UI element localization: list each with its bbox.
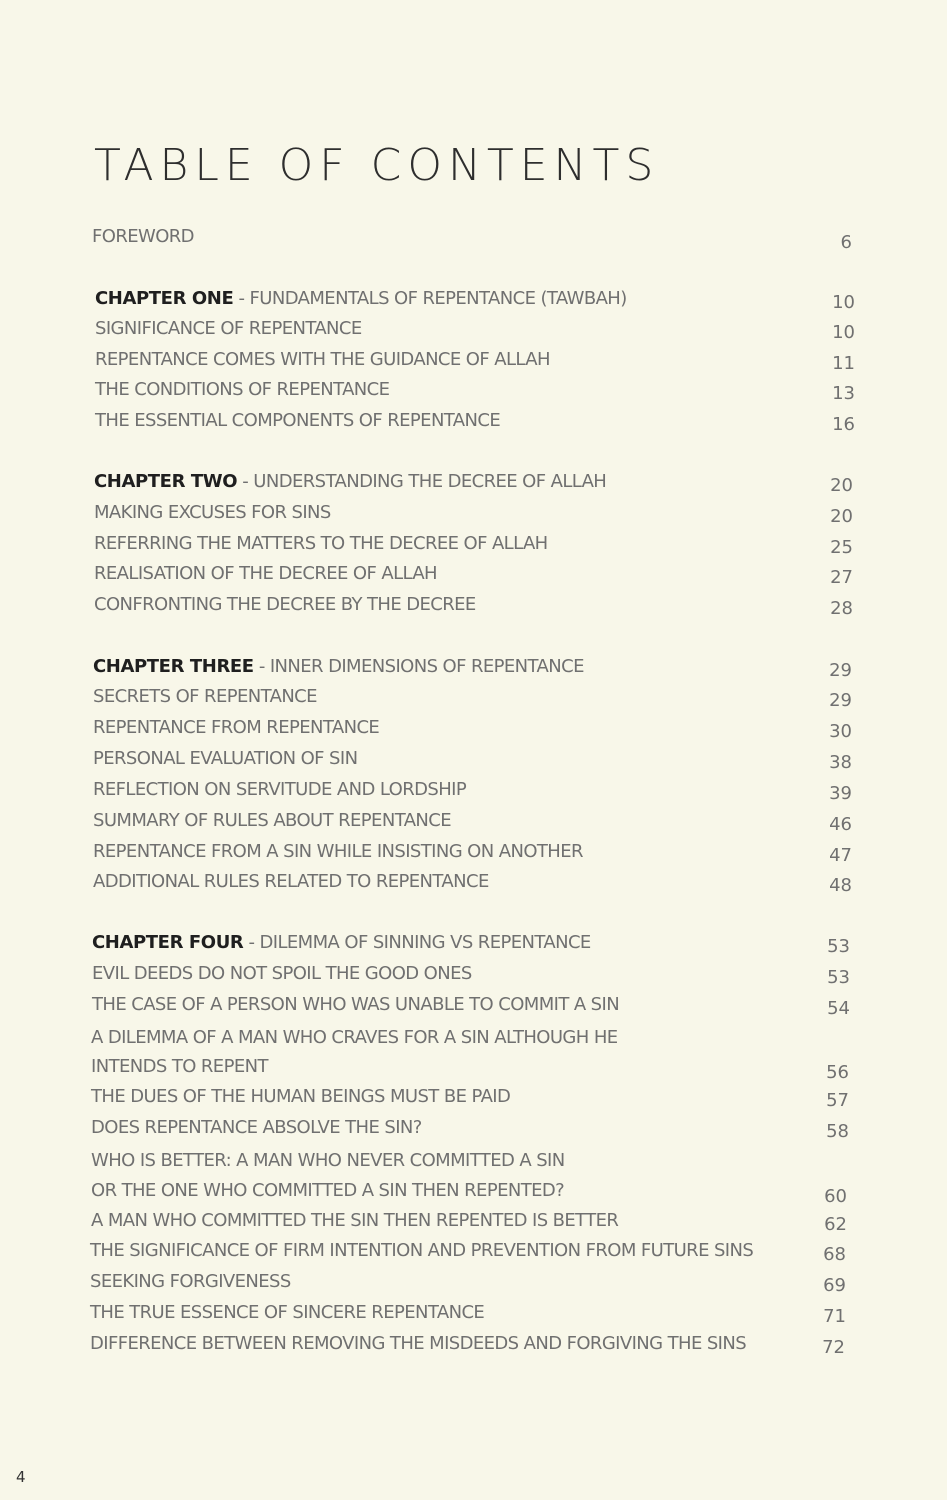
toc-entry-text: A MAN WHO COMMITTED THE SIN THEN REPENTED IS BETTER: [91, 1210, 619, 1231]
toc-entry-text: EVIL DEEDS DO NOT SPOIL THE GOOD ONES: [92, 963, 472, 984]
toc-entry-text: REPENTANCE FROM REPENTANCE: [93, 717, 380, 738]
toc-chapter-three-heading[interactable]: [93, 654, 852, 680]
toc-page-number: 27: [830, 567, 853, 588]
toc-entry-text: FOREWORD: [92, 226, 194, 247]
toc-page-number: 53: [827, 967, 850, 988]
chapter-separator: -: [237, 471, 254, 492]
toc-entry[interactable]: [93, 808, 852, 834]
toc-entry-text: THE ESSENTIAL COMPONENTS OF REPENTANCE: [95, 410, 501, 431]
toc-entry[interactable]: [93, 869, 852, 895]
toc-entry[interactable]: [90, 1300, 846, 1326]
toc-page-number: 6: [840, 232, 852, 253]
toc-page-number: 10: [832, 292, 855, 313]
toc-entry[interactable]: [95, 316, 855, 342]
toc-entry-text: DOES REPENTANCE ABSOLVE THE SIN?: [91, 1117, 422, 1138]
toc-entry-text: ADDITIONAL RULES RELATED TO REPENTANCE: [93, 871, 489, 892]
toc-page-number: 10: [832, 322, 855, 343]
toc-entry-text: SEEKING FORGIVENESS: [90, 1271, 291, 1292]
toc-entry-text: THE CASE OF A PERSON WHO WAS UNABLE TO COMMIT A SIN: [92, 994, 620, 1015]
page-title: TABLE OF CONTENTS: [94, 140, 660, 191]
toc-page-number: 62: [824, 1214, 847, 1235]
toc-entry[interactable]: [94, 561, 853, 587]
toc-entry[interactable]: [92, 992, 850, 1018]
toc-page-number: 54: [827, 998, 850, 1019]
toc-page-number: 71: [823, 1306, 846, 1327]
chapter-label: CHAPTER TWO: [94, 471, 238, 492]
chapter-title: UNDERSTANDING THE DECREE OF ALLAH: [253, 471, 607, 492]
chapter-label: CHAPTER FOUR: [92, 932, 244, 953]
chapter-label: CHAPTER ONE: [95, 288, 234, 309]
toc-entry[interactable]: [90, 1331, 845, 1357]
page-number-footer: 4: [16, 1468, 26, 1486]
toc-entry[interactable]: [93, 746, 852, 772]
toc-entry-text: REPENTANCE FROM A SIN WHILE INSISTING ON ANOTHER: [93, 841, 583, 862]
toc-entry[interactable]: [94, 500, 853, 526]
toc-entry-text: CONFRONTING THE DECREE BY THE DECREE: [94, 594, 476, 615]
toc-page-number: 28: [830, 598, 853, 619]
toc-page-number: 38: [829, 752, 852, 773]
toc-entry[interactable]: [93, 777, 852, 803]
toc-entry[interactable]: [94, 592, 853, 618]
toc-entry-text-continued: INTENDS TO REPENT: [91, 1056, 268, 1077]
toc-page-number: 68: [823, 1244, 846, 1265]
toc-entry[interactable]: [93, 684, 852, 710]
toc-entry-text-continued: OR THE ONE WHO COMMITTED A SIN THEN REPENTED?: [91, 1180, 565, 1201]
toc-entry-foreword[interactable]: [92, 224, 852, 253]
chapter-separator: -: [233, 288, 250, 309]
toc-entry[interactable]: [95, 377, 855, 403]
toc-page-number: 29: [829, 690, 852, 711]
toc-page-number: 20: [830, 506, 853, 527]
toc-entry[interactable]: [91, 1084, 849, 1110]
toc-page-number: 25: [830, 537, 853, 558]
toc-entry-text: PERSONAL EVALUATION OF SIN: [93, 748, 358, 769]
toc-chapter-four-heading[interactable]: [92, 930, 850, 956]
toc-page-number: 11: [832, 353, 855, 374]
toc-entry-text: REFERRING THE MATTERS TO THE DECREE OF ALLAH: [94, 533, 548, 554]
toc-page-number: 58: [826, 1121, 849, 1142]
toc-entry[interactable]: [91, 1146, 847, 1206]
toc-entry-text: A DILEMMA OF A MAN WHO CRAVES FOR A SIN ALTHOUGH HE: [91, 1027, 618, 1048]
chapter-separator: -: [253, 656, 270, 677]
toc-entry-text: THE SIGNIFICANCE OF FIRM INTENTION AND PREVENTION FROM FUTURE SINS: [90, 1240, 754, 1261]
chapter-separator: -: [243, 932, 260, 953]
toc-page-number: 47: [829, 845, 852, 866]
toc-page-number: 69: [823, 1275, 846, 1296]
toc-entry-text: REFLECTION ON SERVITUDE AND LORDSHIP: [93, 779, 467, 800]
toc-entry-text: THE TRUE ESSENCE OF SINCERE REPENTANCE: [90, 1302, 485, 1323]
toc-page-number: 39: [829, 783, 852, 804]
toc-page-number: 57: [826, 1090, 849, 1111]
toc-page-number: 13: [832, 383, 855, 404]
toc-entry-text: WHO IS BETTER: A MAN WHO NEVER COMMITTED A SIN: [91, 1150, 565, 1171]
toc-entry-text: THE CONDITIONS OF REPENTANCE: [95, 379, 390, 400]
toc-entry-text: THE DUES OF THE HUMAN BEINGS MUST BE PAID: [91, 1086, 511, 1107]
chapter-title: FUNDAMENTALS OF REPENTANCE (TAWBAH): [249, 288, 627, 309]
toc-entry[interactable]: [95, 347, 855, 373]
toc-page-number: 16: [832, 414, 855, 435]
toc-entry[interactable]: [91, 1208, 847, 1234]
toc-entry-text: SIGNIFICANCE OF REPENTANCE: [95, 318, 362, 339]
toc-entry[interactable]: [93, 715, 852, 741]
toc-entry[interactable]: [91, 1115, 849, 1141]
toc-page-number: 20: [830, 475, 853, 496]
toc-entry-text: MAKING EXCUSES FOR SINS: [94, 502, 331, 523]
toc-page-number: 46: [829, 814, 852, 835]
toc-entry-text: SECRETS OF REPENTANCE: [93, 686, 317, 707]
toc-entry-text: DIFFERENCE BETWEEN REMOVING THE MISDEEDS AND FORGIVING THE SINS: [90, 1333, 747, 1354]
toc-chapter-one-heading[interactable]: [95, 286, 855, 312]
toc-page-number: 53: [827, 936, 850, 957]
toc-page-number: 30: [829, 721, 852, 742]
toc-page-number: 60: [824, 1186, 847, 1207]
toc-entry[interactable]: [94, 531, 853, 557]
toc-page-number: 56: [826, 1062, 849, 1083]
toc-page-number: 29: [829, 660, 852, 681]
toc-chapter-two-heading[interactable]: [94, 469, 853, 495]
toc-entry[interactable]: [90, 1269, 846, 1295]
toc-entry-text: SUMMARY OF RULES ABOUT REPENTANCE: [93, 810, 452, 831]
toc-entry[interactable]: [91, 1023, 849, 1081]
toc-entry[interactable]: [92, 961, 850, 987]
toc-entry[interactable]: [95, 408, 855, 434]
toc-entry-text: REALISATION OF THE DECREE OF ALLAH: [94, 563, 437, 584]
toc-page-number: 72: [822, 1337, 845, 1358]
chapter-title: DILEMMA OF SINNING VS REPENTANCE: [259, 932, 591, 953]
toc-entry-text: REPENTANCE COMES WITH THE GUIDANCE OF ALLAH: [95, 349, 550, 370]
chapter-label: CHAPTER THREE: [93, 656, 254, 677]
toc-page-number: 48: [829, 875, 852, 896]
toc-entry[interactable]: [93, 839, 852, 865]
chapter-title: INNER DIMENSIONS OF REPENTANCE: [269, 656, 584, 677]
toc-entry[interactable]: [90, 1238, 846, 1264]
